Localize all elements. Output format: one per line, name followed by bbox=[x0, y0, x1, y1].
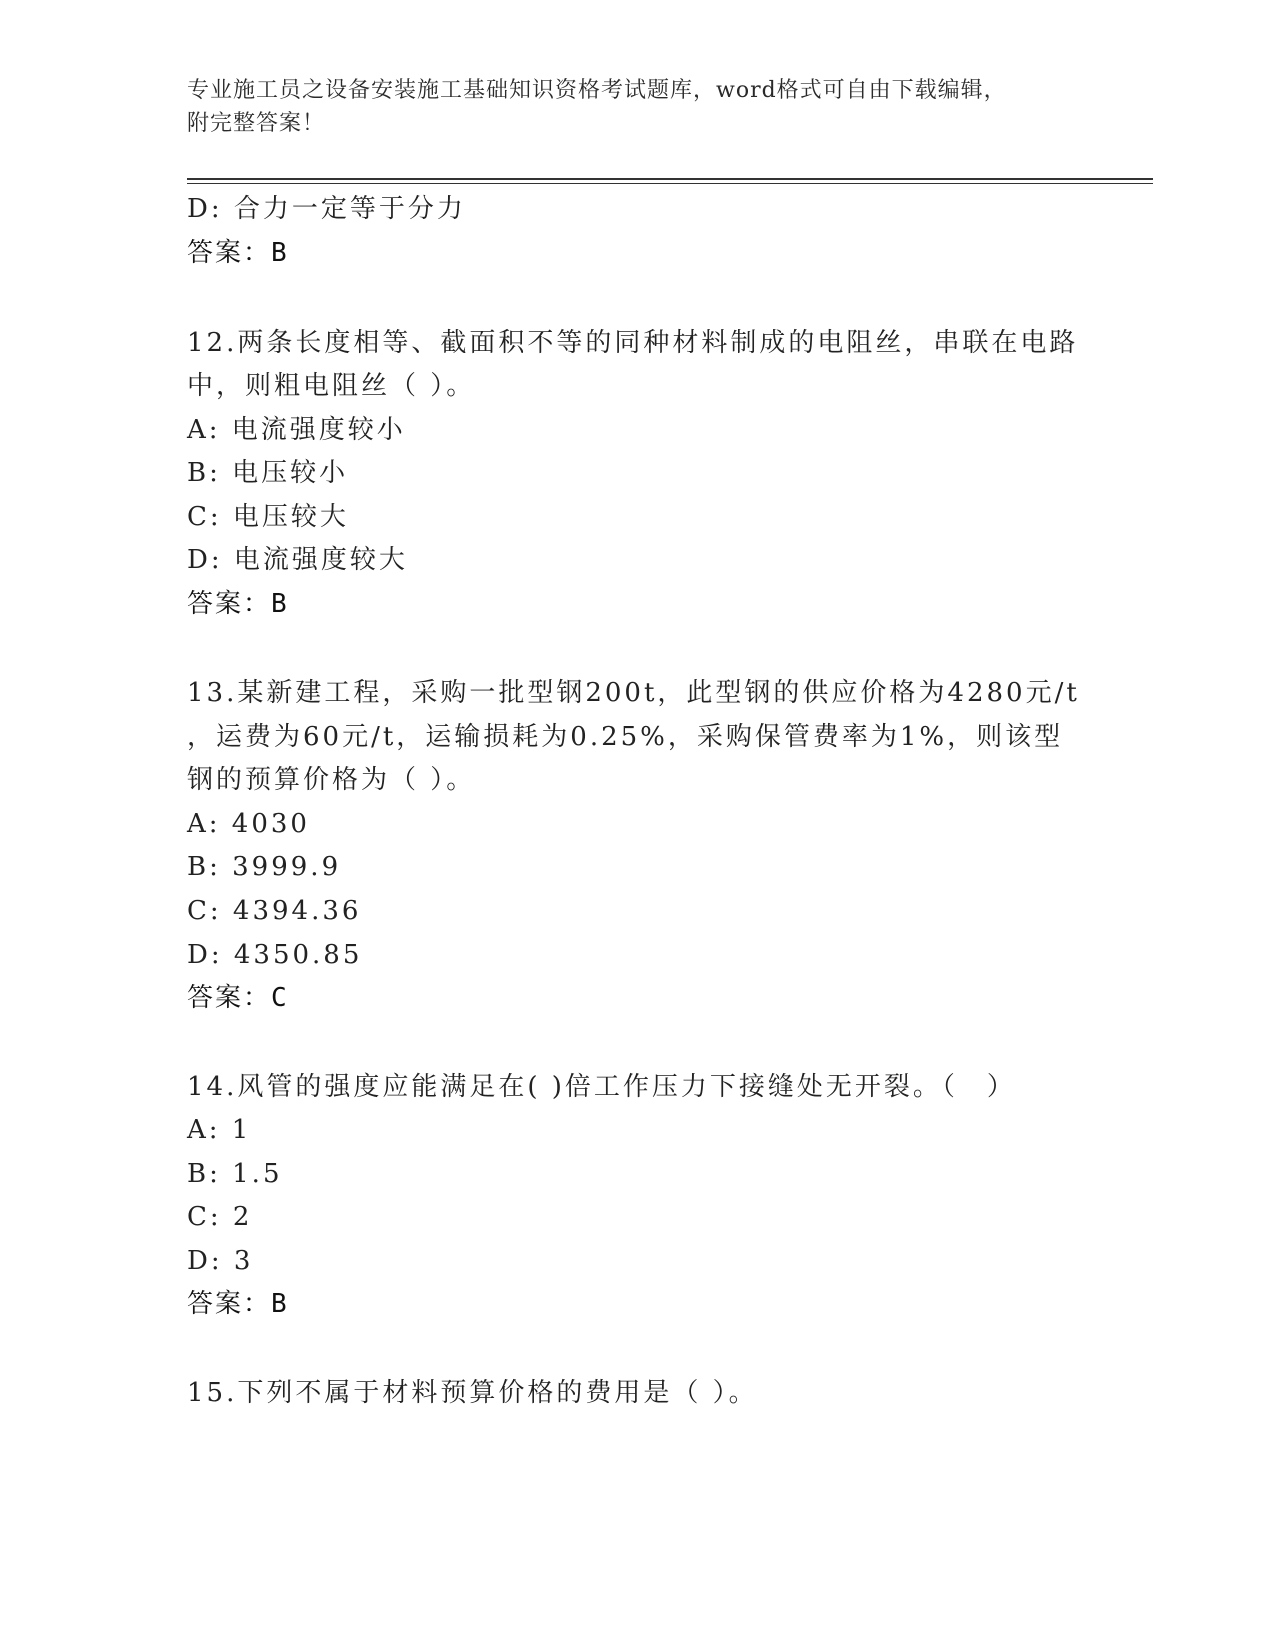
q12-option-c: C: 电压较大 bbox=[187, 502, 349, 532]
q13-option-a: A: 4030 bbox=[187, 809, 310, 839]
q14-answer bbox=[187, 1287, 289, 1321]
answer-label: 答案： bbox=[187, 1289, 272, 1319]
header-rule-thin bbox=[187, 183, 1153, 184]
q15-stem-line-1: 15.下列不属于材料预算价格的费用是（ ）。 bbox=[187, 1378, 758, 1408]
q11-option-d: D: 合力一定等于分力 bbox=[187, 194, 466, 224]
q13-option-d: D: 4350.85 bbox=[187, 940, 363, 970]
q13-option-c: C: 4394.36 bbox=[187, 896, 362, 926]
answer-value: C bbox=[271, 983, 289, 1013]
q14-option-c: C: 2 bbox=[187, 1202, 253, 1232]
document-header bbox=[187, 74, 1087, 140]
answer-value: B bbox=[271, 589, 289, 619]
header-line-2: 附完整答案！ bbox=[187, 111, 326, 136]
q13-stem-line-3: 钢的预算价格为（ ）。 bbox=[187, 765, 476, 795]
q13-stem-line-1: 13.某新建工程，采购一批型钢200t，此型钢的供应价格为4280元/t bbox=[187, 678, 1080, 708]
answer-label: 答案： bbox=[187, 589, 272, 619]
q12-answer bbox=[187, 587, 289, 621]
answer-label: 答案： bbox=[187, 983, 272, 1013]
q12-stem-line-1: 12.两条长度相等、截面积不等的同种材料制成的电阻丝，串联在电路 bbox=[187, 328, 1079, 358]
q14-option-b: B: 1.5 bbox=[187, 1159, 283, 1189]
q14-option-a: A: 1 bbox=[187, 1115, 252, 1145]
answer-label: 答案： bbox=[187, 238, 272, 268]
q14-option-d: D: 3 bbox=[187, 1246, 254, 1276]
q12-stem-line-2: 中，则粗电阻丝（ ）。 bbox=[187, 371, 476, 401]
answer-value: B bbox=[271, 1289, 289, 1319]
q14-stem-line-1: 14.风管的强度应能满足在( )倍工作压力下接缝处无开裂。（ ） bbox=[187, 1072, 1016, 1102]
q12-option-d: D: 电流强度较大 bbox=[187, 545, 408, 575]
header-rule-thick bbox=[187, 178, 1153, 180]
header-line-1: 专业施工员之设备安装施工基础知识资格考试题库，word格式可自由下载编辑， bbox=[187, 78, 1007, 103]
q13-stem-line-2: ，运费为60元/t，运输损耗为0.25%，采购保管费率为1%，则该型 bbox=[187, 722, 1064, 752]
q12-option-a: A: 电流强度较小 bbox=[187, 415, 406, 445]
q11-answer bbox=[187, 236, 289, 270]
q13-answer bbox=[187, 981, 289, 1015]
answer-value: B bbox=[271, 238, 289, 268]
q12-option-b: B: 电压较小 bbox=[187, 458, 349, 488]
q13-option-b: B: 3999.9 bbox=[187, 852, 342, 882]
